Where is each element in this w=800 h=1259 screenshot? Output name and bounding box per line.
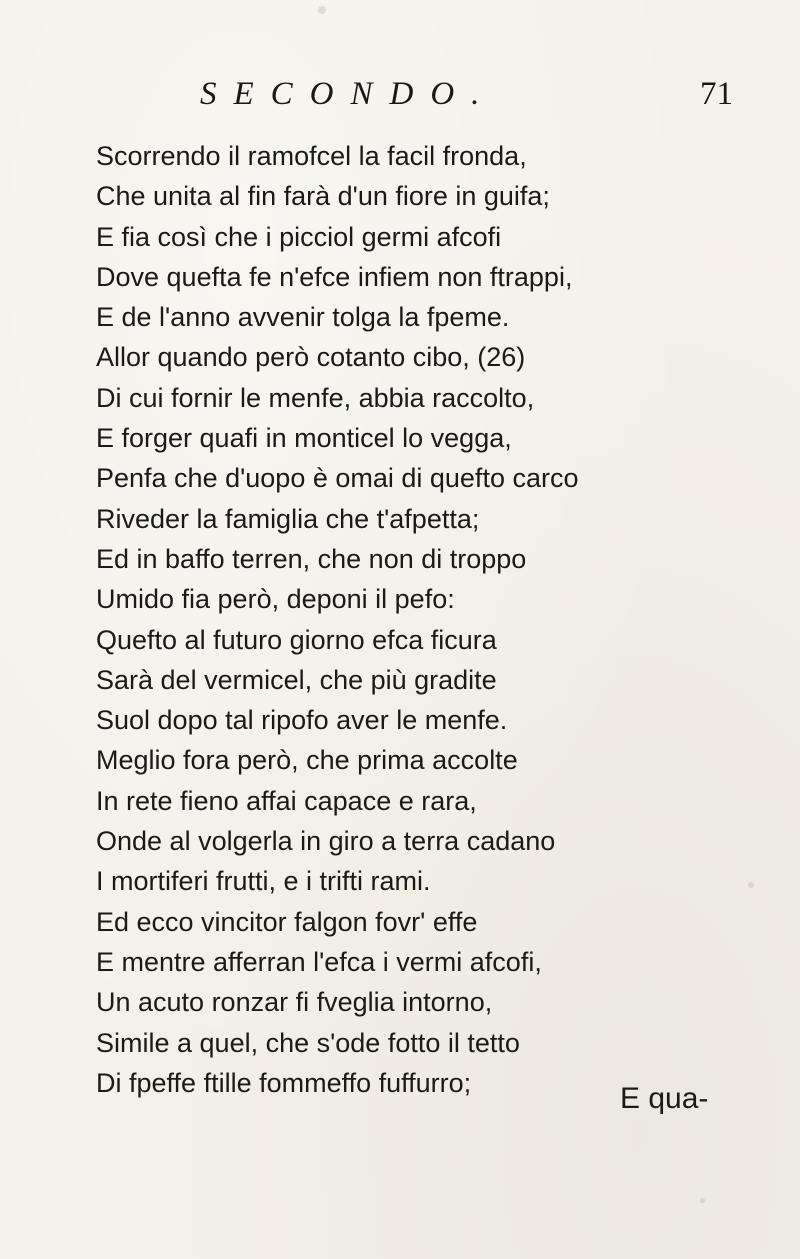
verse-line: Di cui fornir le menfe, abbia raccolto, <box>96 382 535 413</box>
verse-line: E forger quafi in monticel lo vegga, <box>96 423 512 454</box>
paper-spot <box>748 882 754 888</box>
verse-line: In rete fieno affai capace e rara, <box>96 785 477 816</box>
paper-spot <box>700 1198 705 1203</box>
verse-line: Sarà del vermicel, che più gradite <box>96 664 497 695</box>
page-header <box>0 76 800 116</box>
verse-line: Allor quando però cotanto cibo, (26) <box>96 342 526 373</box>
verse-line: Onde al volgerla in giro a terra cadano <box>96 826 556 857</box>
verse-line: Meglio fora però, che prima accolte <box>96 745 518 776</box>
verse-line: Un acuto ronzar fi fveglia intorno, <box>96 987 493 1018</box>
page-number: 71 <box>700 76 733 112</box>
verse-line: I mortiferi frutti, e i trifti rami. <box>96 866 431 897</box>
catchword: E qua- <box>620 1082 709 1115</box>
verse-line: Che unita al fin farà d'un fiore in guifa; <box>96 181 550 212</box>
verse-line: E mentre afferran l'efca i vermi afcofi, <box>96 946 542 977</box>
paper-spot <box>318 6 326 14</box>
verse-line: Simile a quel, che s'ode fotto il tetto <box>96 1027 520 1058</box>
verse-block <box>96 136 776 1103</box>
running-title: SECONDO. <box>200 76 497 112</box>
verse-line: Scorrendo il ramofcel la facil fronda, <box>96 141 527 171</box>
verse-line: Ed ecco vincitor falgon fovr' effe <box>96 906 478 937</box>
verse-line: Di fpeffe ftille fommeffo fuffurro; <box>96 1067 472 1098</box>
verse-line: Dove quefta fe n'efce infiem non ftrappi, <box>96 261 573 292</box>
verse-line: Riveder la famiglia che t'afpetta; <box>96 503 480 534</box>
verse-line: Suol dopo tal ripofo aver le menfe. <box>96 705 508 736</box>
verse-line: Ed in baffo terren, che non di troppo <box>96 543 527 574</box>
verse-line: Quefto al futuro giorno efca ficura <box>96 624 497 655</box>
verse-line: Penfa che d'uopo è omai di quefto carco <box>96 463 579 494</box>
verse-line: Umido fia però, deponi il pefo: <box>96 584 455 615</box>
verse-line: E de l'anno avvenir tolga la fpeme. <box>96 302 510 333</box>
verse-line: E fia così che i picciol germi afcofi <box>96 221 502 252</box>
